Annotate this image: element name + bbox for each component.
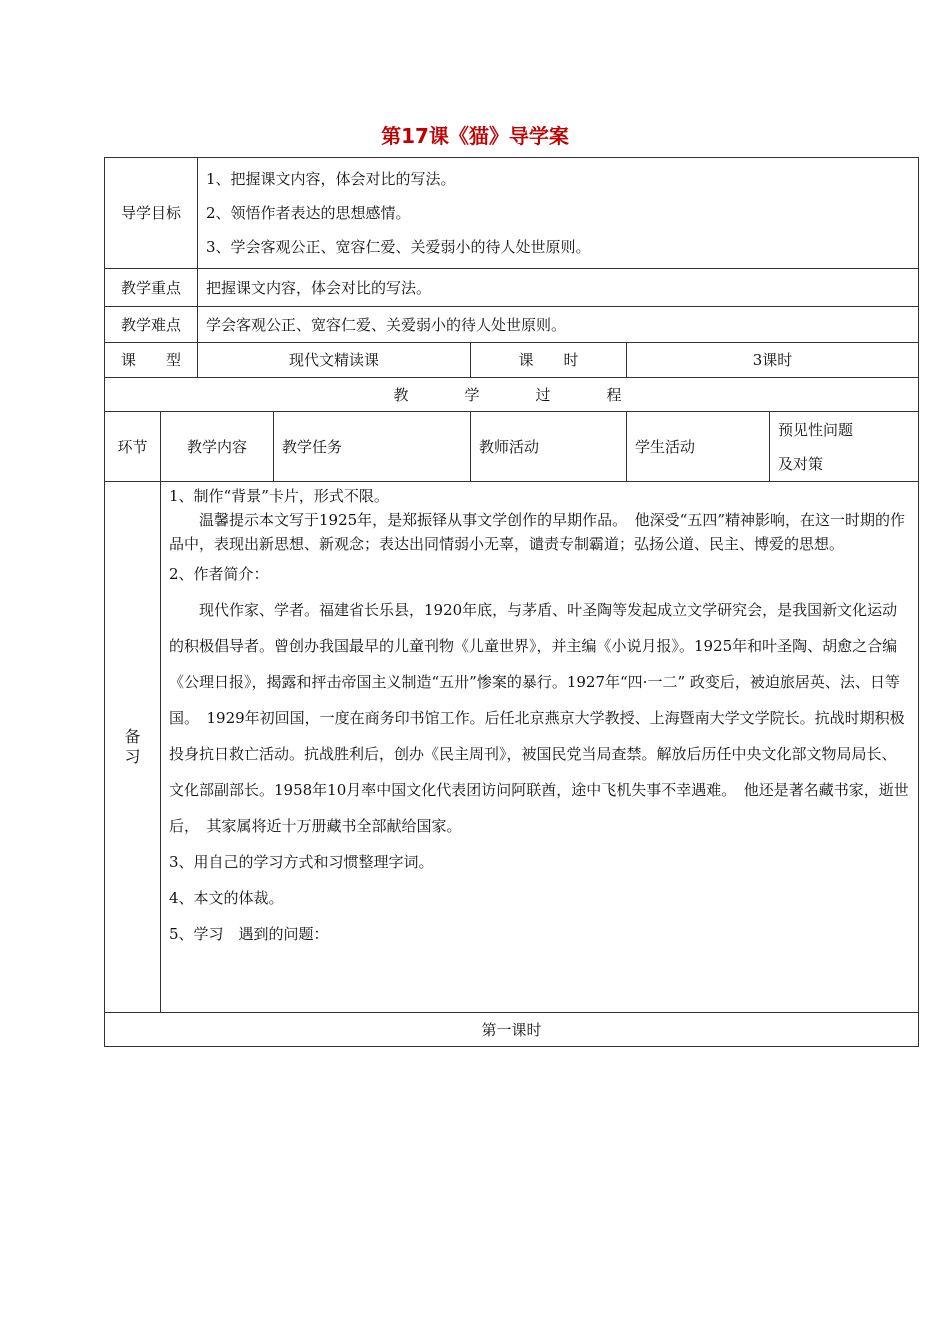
key-point-label: 教学重点 [105,269,198,307]
preview-item: 1、制作“背景”卡片，形式不限。 [169,487,389,505]
author-bio: 现代作家、学者。福建省长乐县，1920年底，与茅盾、叶圣陶等发起成立文学研究会，是我国新文化运动的积极倡导者。曾创办我国最早的儿童刊物《儿童世界》，并主编《小说月报》。1925年和叶圣陶、胡愈之合编《公理日报》，揭露和抨击帝国主义制造“五卅”惨案的暴行。1927年“四·一二” 政变后，被迫旅居英、法、日等国。 1929年初回国，一度在商务印书馆工作。后任北京燕京大学教授、上海暨南大学文学院长。抗战时期积极投身抗日救亡活动。抗战胜利后，创办《民主周刊》，被国民党当局查禁。解放后历任中央文化部文物局局长、文化部副部长。1958年10月率中国文化代表团访问阿联酋，途中飞机失事不幸遇难。 他还是著名藏书家，逝世后， 其家属将近十万册藏书全部献给国家。 [169,601,909,835]
preview-item: 4、本文的体裁。 [169,889,284,907]
difficulty-label: 教学难点 [105,307,198,343]
process-heading-row [105,378,919,412]
column-header-problems-line1: 预见性问题 [778,420,854,439]
goal-item: 1、把握课文内容，体会对比的写法。 [206,170,456,188]
lesson-hours-value: 3课时 [627,343,919,378]
first-hour-row [105,1013,919,1047]
goals-list [198,158,919,269]
column-header-task: 教学任务 [274,412,471,482]
column-header-row [105,412,919,482]
goal-item: 2、领悟作者表达的思想感情。 [206,204,411,222]
preview-row [105,482,919,1013]
preview-label-text: 备习 [124,727,141,766]
lesson-plan-table [104,157,919,1047]
lesson-type-value: 现代文精读课 [198,343,471,378]
goals-label: 导学目标 [105,158,198,269]
first-hour-heading: 第一课时 [105,1013,919,1047]
goals-row [105,158,919,269]
lesson-type-row [105,343,919,378]
key-point-value: 把握课文内容，体会对比的写法。 [198,269,919,307]
key-point-row [105,269,919,307]
column-header-content: 教学内容 [161,412,274,482]
column-header-teacher: 教师活动 [471,412,627,482]
difficulty-value: 学会客观公正、宽容仁爱、关爱弱小的待人处世原则。 [198,307,919,343]
column-header-stage: 环节 [105,412,161,482]
column-header-student: 学生活动 [627,412,770,482]
preview-item: 3、用自己的学习方式和习惯整理字词。 [169,853,434,871]
goal-item: 3、学会客观公正、宽容仁爱、关爱弱小的待人处世原则。 [206,238,591,256]
column-header-problems [770,412,919,482]
preview-label [105,482,161,1013]
preview-item: 5、学习 遇到的问题： [169,925,329,943]
preview-tip: 温馨提示本文写于1925年，是郑振铎从事文学创作的早期作品。 他深受“五四”精神影响，在这一时期的作品中，表现出新思想、新观念；表达出同情弱小无辜，谴责专制霸道；弘扬公道、民主、博爱的思想。 [169,511,906,553]
lesson-type-label: 课 型 [105,343,198,378]
document-title: 第17课《猫》导学案 [381,124,569,148]
column-header-problems-line2: 及对策 [778,454,824,473]
preview-content [161,482,919,1013]
difficulty-row [105,307,919,343]
lesson-hours-label: 课 时 [471,343,627,378]
preview-item: 2、作者简介： [169,565,269,583]
process-heading: 教学过程 [105,378,919,412]
